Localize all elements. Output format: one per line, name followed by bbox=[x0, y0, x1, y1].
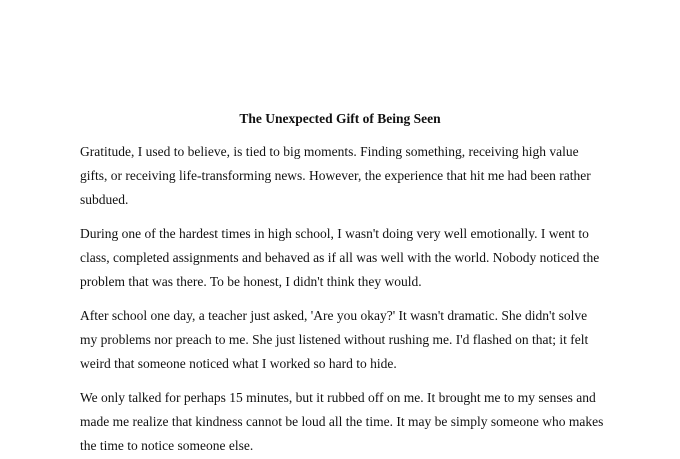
paragraph-line: Gratitude, I used to believe, is tied to big moments. Finding something, receiving high value bbox=[80, 144, 579, 159]
paragraph-2 bbox=[80, 222, 620, 294]
paragraph-line: made me realize that kindness cannot be loud all the time. It may be simply someone who makes bbox=[80, 414, 604, 429]
paragraph-4 bbox=[80, 386, 620, 458]
paragraph-3 bbox=[80, 304, 620, 376]
paragraph-line: class, completed assignments and behaved as if all was well with the world. Nobody noticed the bbox=[80, 250, 600, 265]
paragraph-line: During one of the hardest times in high school, I wasn't doing very well emotionally. I went to bbox=[80, 226, 589, 241]
paragraph-line: problem that was there. To be honest, I didn't think they would. bbox=[80, 274, 422, 289]
paragraph-line: subdued. bbox=[80, 192, 129, 207]
document-title: The Unexpected Gift of Being Seen bbox=[239, 111, 441, 126]
paragraph-line: my problems nor preach to me. She just listened without rushing me. I'd flashed on that; it felt bbox=[80, 332, 589, 347]
paragraph-line: weird that someone noticed what I worked so hard to hide. bbox=[80, 356, 397, 371]
paragraph-line: After school one day, a teacher just asked, 'Are you okay?' It wasn't dramatic. She didn't solve bbox=[80, 308, 588, 323]
paragraph-line: the time to notice someone else. bbox=[80, 438, 254, 453]
document-body bbox=[80, 140, 620, 459]
paragraph-1 bbox=[80, 140, 620, 212]
paragraph-line: gifts, or receiving life-transforming news. However, the experience that hit me had been rather bbox=[80, 168, 591, 183]
paragraph-line: We only talked for perhaps 15 minutes, but it rubbed off on me. It brought me to my senses and bbox=[80, 390, 596, 405]
